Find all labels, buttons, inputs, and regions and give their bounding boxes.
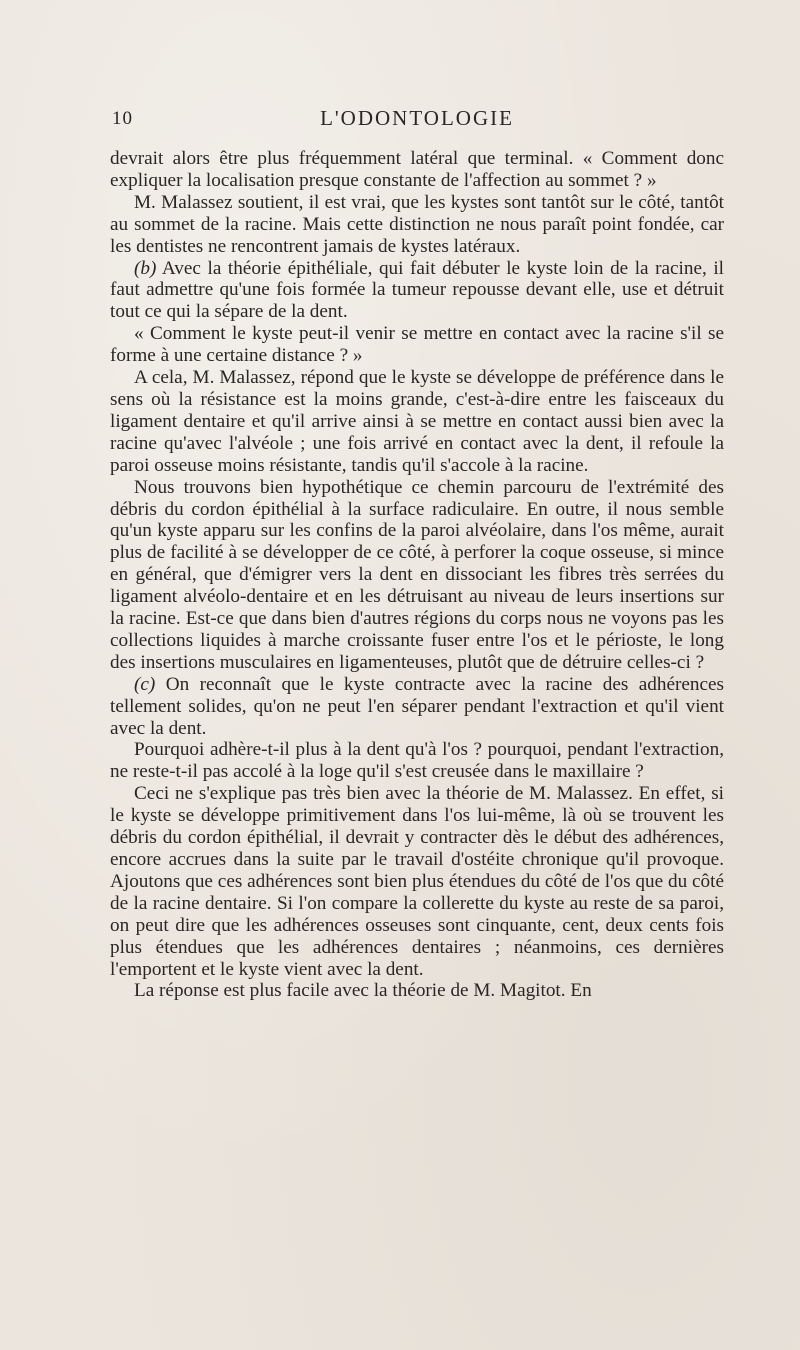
paragraph-4: « Comment le kyste peut-il venir se mettre en contact avec la racine s'il se forme à une certaine distance ? » xyxy=(110,323,724,367)
page-number: 10 xyxy=(112,108,133,129)
paragraph-7-text: On reconnaît que le kyste contracte avec la racine des adhérences tellement solides, qu'on ne peut l'en séparer pendant l'extraction et qu'il vient avec la dent. xyxy=(110,673,725,739)
body-text xyxy=(110,148,724,1002)
paragraph-8: Pourquoi adhère-t-il plus à la dent qu'à l'os ? pourquoi, pendant l'extraction, ne reste-t-il pas accolé à la loge qu'il s'est creusée dans le maxillaire ? xyxy=(110,739,724,783)
section-marker-b: (b) xyxy=(134,257,157,279)
paragraph-2: M. Malassez soutient, il est vrai, que les kystes sont tantôt sur le côté, tantôt au sommet de la racine. Mais cette distinction ne nous paraît point fondée, car les dentistes ne rencontrent jamais de kystes latéraux. xyxy=(110,191,724,257)
running-title: L'ODONTOLOGIE xyxy=(320,106,514,130)
page-header xyxy=(112,104,722,136)
paragraph-6: Nous trouvons bien hypothétique ce chemin parcouru de l'extrémité des débris du cordon épithélial à la surface radiculaire. En outre, il nous semble qu'un kyste apparu sur les confins de la paroi alvéolaire, dans l'os même, aurait plus de facilité à se développer de ce côté, à perforer la coque osseuse, si mince en général, que d'émigrer vers la dent en dissociant les fibres très serrées du ligament alvéolo-dentaire et en les détruisant au niveau de leurs insertions sur la racine. Est-ce que dans bien d'autres régions du corps nous ne voyons pas les collections liquides à marche croissante fuser entre l'os et le périoste, le long des insertions musculaires en ligamenteuses, plutôt que de détruire celles-ci ? xyxy=(110,476,724,673)
section-marker-c: (c) xyxy=(134,673,156,695)
paragraph-1: devrait alors être plus fréquemment latéral que terminal. « Comment donc expliquer la localisation presque constante de l'affection au sommet ? » xyxy=(110,148,724,191)
paragraph-7 xyxy=(110,674,724,740)
paragraph-3 xyxy=(110,258,724,324)
paragraph-3-text: Avec la théorie épithéliale, qui fait débuter le kyste loin de la racine, il faut admettre qu'une fois formée la tumeur repousse devant elle, use et détruit tout ce qui la sépare de la dent. xyxy=(110,257,724,323)
paragraph-9: Ceci ne s'explique pas très bien avec la théorie de M. Malassez. En effet, si le kyste se développe primitivement dans l'os lui-même, là où se trouvent les débris du cordon épithélial, il devrait y contracter dès le début des adhérences, encore accrues dans la suite par le travail d'ostéite chronique qu'il provoque. Ajoutons que ces adhérences sont bien plus étendues du côté de l'os que du côté de la racine dentaire. Si l'on compare la collerette du kyste au reste de sa paroi, on peut dire que les adhérences osseuses sont cinquante, cent, deux cents fois plus étendues que les adhérences dentaires ; néanmoins, ces dernières l'emportent et le kyste vient avec la dent. xyxy=(110,783,724,980)
paragraph-5: A cela, M. Malassez, répond que le kyste se développe de préférence dans le sens où la résistance est la moins grande, c'est-à-dire entre les faisceaux du ligament dentaire et qu'il arrive ainsi à se mettre en contact aussi bien avec la racine qu'avec l'alvéole ; une fois arrivé en contact avec la dent, il refoule la paroi osseuse moins résistante, tandis qu'il s'accole à la racine. xyxy=(110,367,724,476)
paragraph-10: La réponse est plus facile avec la théorie de M. Magitot. En xyxy=(134,980,592,1002)
